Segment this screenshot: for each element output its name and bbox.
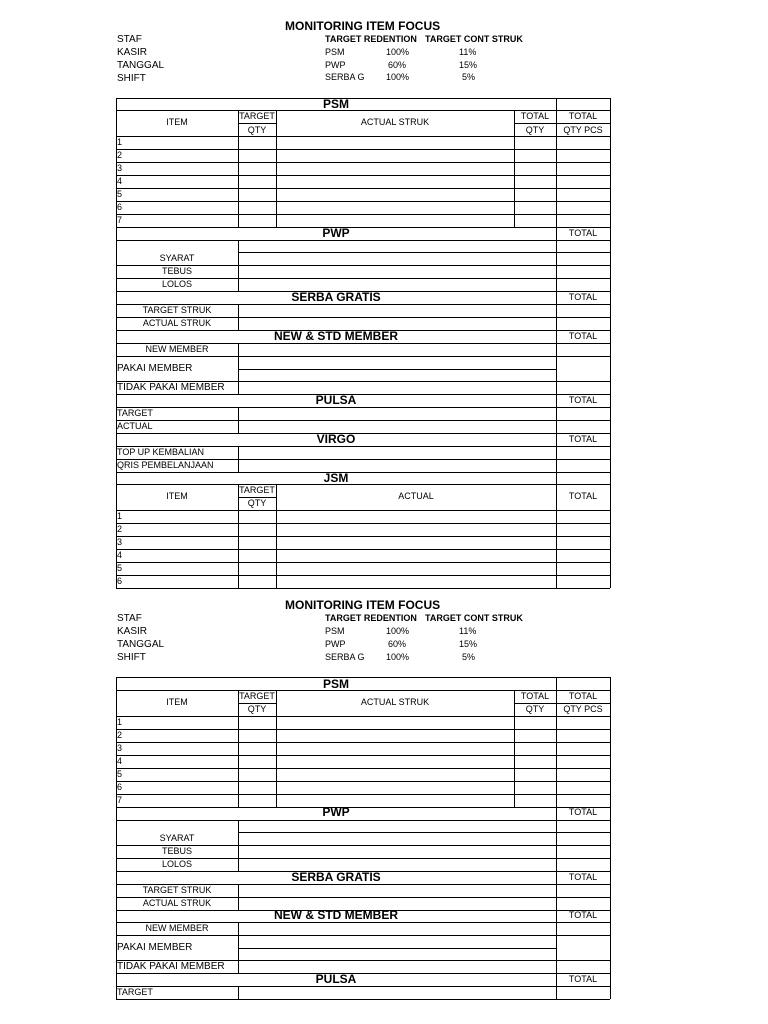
jsm-qty-header: QTY [247, 498, 267, 508]
header-label-staf: STAF [117, 34, 142, 45]
psm-row-number: 7 [117, 215, 123, 225]
psm-row-number: 7 [117, 795, 123, 805]
member-pakai-label: PAKAI MEMBER [117, 942, 193, 953]
psm-totalpcs-header: TOTAL [568, 111, 598, 121]
target-redention: 100% [386, 626, 410, 636]
psm-item-header: ITEM [166, 117, 188, 127]
target-cont: 15% [459, 639, 478, 649]
virgo-section-title: VIRGO [316, 432, 356, 446]
pulsa-section-title: PULSA [315, 393, 357, 407]
psm-row-number: 3 [117, 743, 123, 753]
target-cont-header: TARGET CONT STRUK [425, 34, 523, 44]
header-label-staf: STAF [117, 613, 142, 624]
serba-total-label: TOTAL [568, 872, 598, 882]
serba-target-struk-label: TARGET STRUK [142, 885, 212, 895]
target-cont-header: TARGET CONT STRUK [425, 613, 523, 623]
psm-actual-header: ACTUAL STRUK [360, 117, 430, 127]
pwp-syarat-label: SYARAT [159, 833, 195, 843]
member-new-label: NEW MEMBER [145, 923, 209, 933]
serba-actual-struk-label: ACTUAL STRUK [142, 318, 212, 328]
member-section-title: NEW & STD MEMBER [274, 329, 398, 343]
member-tidak-pakai-label: TIDAK PAKAI MEMBER [117, 382, 225, 393]
target-redention-header: TARGET REDENTION [325, 613, 417, 623]
psm-totalpcs-qty-header: QTY PCS [563, 125, 603, 135]
target-cont: 11% [459, 47, 477, 57]
header-label-tanggal: TANGGAL [117, 639, 165, 650]
psm-row-number: 3 [117, 163, 123, 173]
jsm-row-number: 6 [117, 576, 123, 586]
target-name: SERBA G [325, 72, 365, 82]
psm-target-header: TARGET [239, 111, 275, 121]
target-name: SERBA G [325, 652, 365, 662]
jsm-target-header: TARGET [239, 485, 275, 495]
psm-row-number: 5 [117, 769, 123, 779]
psm-section-title: PSM [322, 97, 349, 111]
psm-item-header: ITEM [166, 697, 188, 707]
member-tidak-pakai-label: TIDAK PAKAI MEMBER [117, 961, 225, 972]
psm-totalpcs-header: TOTAL [568, 691, 598, 701]
target-redention: 60% [388, 60, 407, 70]
psm-total-qty-header: QTY [525, 704, 545, 714]
psm-section-title: PSM [322, 677, 349, 691]
psm-total-header: TOTAL [520, 111, 550, 121]
target-redention: 100% [386, 72, 410, 82]
target-redention: 100% [386, 652, 410, 662]
header-label-kasir: KASIR [117, 626, 148, 637]
header-label-tanggal: TANGGAL [117, 60, 165, 71]
pulsa-target-label: TARGET [117, 987, 153, 997]
target-name: PSM [325, 626, 345, 636]
jsm-row-number: 5 [117, 563, 123, 573]
pwp-total-label: TOTAL [568, 807, 598, 817]
jsm-actual-header: ACTUAL [398, 491, 434, 501]
pwp-section-title: PWP [322, 805, 350, 819]
pulsa-actual-label: ACTUAL [117, 421, 153, 431]
psm-row-number: 1 [117, 717, 123, 727]
pulsa-total-label: TOTAL [568, 395, 598, 405]
psm-row-number: 6 [117, 202, 123, 212]
form-title: MONITORING ITEM FOCUS [285, 598, 441, 612]
serba-target-struk-label: TARGET STRUK [142, 305, 212, 315]
psm-row-number: 4 [117, 176, 123, 186]
jsm-row-number: 3 [117, 537, 123, 547]
target-cont: 5% [462, 72, 476, 82]
psm-row-number: 1 [117, 137, 123, 147]
virgo-qris-label: QRIS PEMBELANJAAN [117, 460, 214, 470]
target-name: PWP [325, 639, 346, 649]
pwp-lolos-label: LOLOS [161, 859, 192, 869]
pwp-syarat-label: SYARAT [159, 253, 195, 263]
psm-qty-header: QTY [247, 704, 267, 714]
jsm-row-number: 4 [117, 550, 123, 560]
pulsa-total-label: TOTAL [568, 974, 598, 984]
serba-section-title: SERBA GRATIS [291, 870, 381, 884]
target-redention-header: TARGET REDENTION [325, 34, 417, 44]
psm-row-number: 2 [117, 730, 123, 740]
member-pakai-label: PAKAI MEMBER [117, 363, 193, 374]
psm-row-number: 5 [117, 189, 123, 199]
jsm-total-header: TOTAL [568, 491, 598, 501]
serba-section-title: SERBA GRATIS [291, 290, 381, 304]
target-cont: 15% [459, 60, 478, 70]
serba-total-label: TOTAL [568, 292, 598, 302]
pulsa-section-title: PULSA [315, 972, 357, 986]
member-new-label: NEW MEMBER [145, 344, 209, 354]
psm-actual-header: ACTUAL STRUK [360, 697, 430, 707]
virgo-topup-label: TOP UP KEMBALIAN [117, 447, 205, 457]
psm-row-number: 2 [117, 150, 123, 160]
pwp-section-title: PWP [322, 226, 350, 240]
member-section-title: NEW & STD MEMBER [274, 908, 398, 922]
header-label-kasir: KASIR [117, 47, 148, 58]
target-redention: 60% [388, 639, 407, 649]
pwp-tebus-label: TEBUS [161, 266, 192, 276]
target-cont: 11% [459, 626, 477, 636]
psm-target-header: TARGET [239, 691, 275, 701]
target-name: PWP [325, 60, 346, 70]
psm-row-number: 4 [117, 756, 123, 766]
form-title: MONITORING ITEM FOCUS [285, 19, 441, 33]
psm-qty-header: QTY [247, 125, 267, 135]
jsm-row-number: 1 [117, 511, 123, 521]
jsm-row-number: 2 [117, 524, 123, 534]
header-label-shift: SHIFT [117, 73, 146, 84]
target-redention: 100% [386, 47, 410, 57]
serba-actual-struk-label: ACTUAL STRUK [142, 898, 212, 908]
pwp-lolos-label: LOLOS [161, 279, 192, 289]
member-total-label: TOTAL [568, 331, 598, 341]
jsm-item-header: ITEM [166, 491, 188, 501]
jsm-section-title: JSM [323, 471, 349, 485]
psm-total-qty-header: QTY [525, 125, 545, 135]
target-cont: 5% [462, 652, 476, 662]
pulsa-target-label: TARGET [117, 408, 153, 418]
psm-total-header: TOTAL [520, 691, 550, 701]
member-total-label: TOTAL [568, 910, 598, 920]
psm-totalpcs-qty-header: QTY PCS [563, 704, 603, 714]
psm-row-number: 6 [117, 782, 123, 792]
target-name: PSM [325, 47, 345, 57]
virgo-total-label: TOTAL [568, 434, 598, 444]
pwp-tebus-label: TEBUS [161, 846, 192, 856]
pwp-total-label: TOTAL [568, 228, 598, 238]
header-label-shift: SHIFT [117, 652, 146, 663]
